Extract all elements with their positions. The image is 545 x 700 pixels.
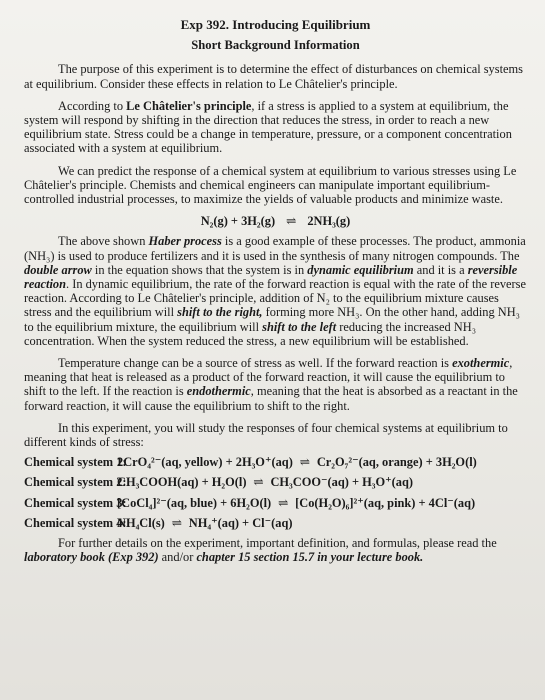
chemical-system-2	[24, 475, 527, 489]
term-endothermic: endothermic	[186, 384, 251, 399]
system-products: Cr₂O₇²⁻(aq, orange) + 3H₂O(l)	[316, 455, 477, 470]
paragraph-haber: The above shown Haber process is a good example of these processes. The product, ammonia (NH₃) is used to produce fertilizers and it is used in the synthesis of many nitrogen compounds. The double arrow in the equation shows that the system is in dynamic equilibrium and it is a reversible reaction. In dynamic equilibrium, the rate of the forward reaction is equal with the rate of the reverse reaction. According to Le Châtelier's principle, addition of N₂ to the equilibrium mixture causes stress and the equilibrium will shift to the right, forming more NH₃. On the other hand, adding NH₃ to the equilibrium mixture, the equilibrium will shift to the left reducing the increased NH₃ concentration. When the system reduced the stress, a new equilibrium will be established.	[24, 234, 526, 348]
system-products: [Co(H₂O)₆]²⁺(aq, pink) + 4Cl⁻(aq)	[295, 495, 476, 510]
haber-products: 2NH₃(g)	[307, 214, 351, 229]
term-le-chatelier: Le Châtelier's principle	[126, 98, 252, 113]
system-label: Chemical system 4:	[24, 515, 127, 530]
system-reactants: [CoCl₄]²⁻(aq, blue) + 6H₂O(l)	[117, 495, 272, 510]
haber-equation	[24, 214, 527, 228]
system-label: Chemical system 3:	[24, 495, 127, 510]
term-reversible-reaction: reversible reaction	[24, 262, 518, 292]
document-title: Exp 392. Introducing Equilibrium	[180, 17, 371, 32]
paragraph-le-chatelier: According to Le Châtelier's principle, if a stress is applied to a system at equilibrium, the system will respond by shifting in the direction that reduces the stress, in order to reach a new equilibrium state. Stress could be a change in temperature, pressure, or a component concentration associated with a system at equilibrium.	[24, 98, 512, 156]
term-double-arrow: double arrow	[24, 262, 92, 277]
document-subtitle: Short Background Information	[191, 38, 360, 53]
equilibrium-arrow-icon: ⇌	[277, 495, 289, 510]
system-products: NH₄⁺(aq) + Cl⁻(aq)	[188, 515, 293, 530]
system-label: Chemical system 1:	[24, 455, 127, 470]
chemical-system-1	[24, 455, 527, 469]
equilibrium-arrow-icon: ⇌	[171, 515, 182, 530]
paragraph-purpose: The purpose of this experiment is to determine the effect of disturbances on chemical systems at equilibrium. Consider these effects in relation to Le Châtelier's principle.	[24, 62, 523, 91]
system-products: CH₃COO⁻(aq) + H₃O⁺(aq)	[270, 475, 413, 490]
term-haber-process: Haber process	[148, 234, 222, 249]
term-shift-left: shift to the left	[262, 319, 337, 334]
term-laboratory-book: laboratory book (Exp 392)	[24, 550, 159, 565]
paragraph-further-details: For further details on the experiment, important definition, and formulas, please read the laboratory book (Exp 392) and/or chapter 15 section 15.7 in your lecture book.	[24, 536, 497, 565]
term-lecture-book: chapter 15 section 15.7 in your lecture book.	[196, 550, 424, 565]
document-body	[24, 18, 527, 573]
equilibrium-arrow-icon: ⇌	[253, 475, 264, 490]
system-reactants: 2CrO₄²⁻(aq, yellow) + 2H₃O⁺(aq)	[117, 455, 293, 470]
term-dynamic-equilibrium: dynamic equilibrium	[307, 262, 414, 277]
term-exothermic: exothermic	[452, 356, 510, 371]
paragraph-temperature: Temperature change can be a source of stress as well. If the forward reaction is exothermic, meaning that heat is released as a product of the forward reaction, it will cause the equilibrium to shift to the left. If the reaction is endothermic, meaning that the heat is absorbed as a reactant in the forward reaction, it will cause the equilibrium to shift to the right.	[24, 356, 518, 413]
system-label: Chemical system 2:	[24, 475, 127, 490]
chemical-system-4	[24, 516, 527, 530]
equilibrium-arrow-icon: ⇌	[286, 214, 297, 229]
haber-reactants: N₂(g) + 3H₂(g)	[200, 214, 276, 229]
paragraph-systems-intro: In this experiment, you will study the responses of four chemical systems at equilibrium to different kinds of stress:	[24, 420, 508, 450]
system-reactants: CH₃COOH(aq) + H₂O(l)	[117, 475, 247, 490]
chemical-system-3	[24, 496, 527, 510]
equilibrium-arrow-icon: ⇌	[299, 455, 311, 470]
paragraph-predict: We can predict the response of a chemical system at equilibrium to various stresses using Le Châtelier's principle. Chemists and chemical engineers can manipulate important equilibrium-controlled industrial processes, to maximize the yields of valuable products and minimize waste.	[24, 163, 517, 207]
term-shift-right: shift to the right,	[177, 305, 263, 320]
system-reactants: NH₄Cl(s)	[117, 515, 165, 530]
